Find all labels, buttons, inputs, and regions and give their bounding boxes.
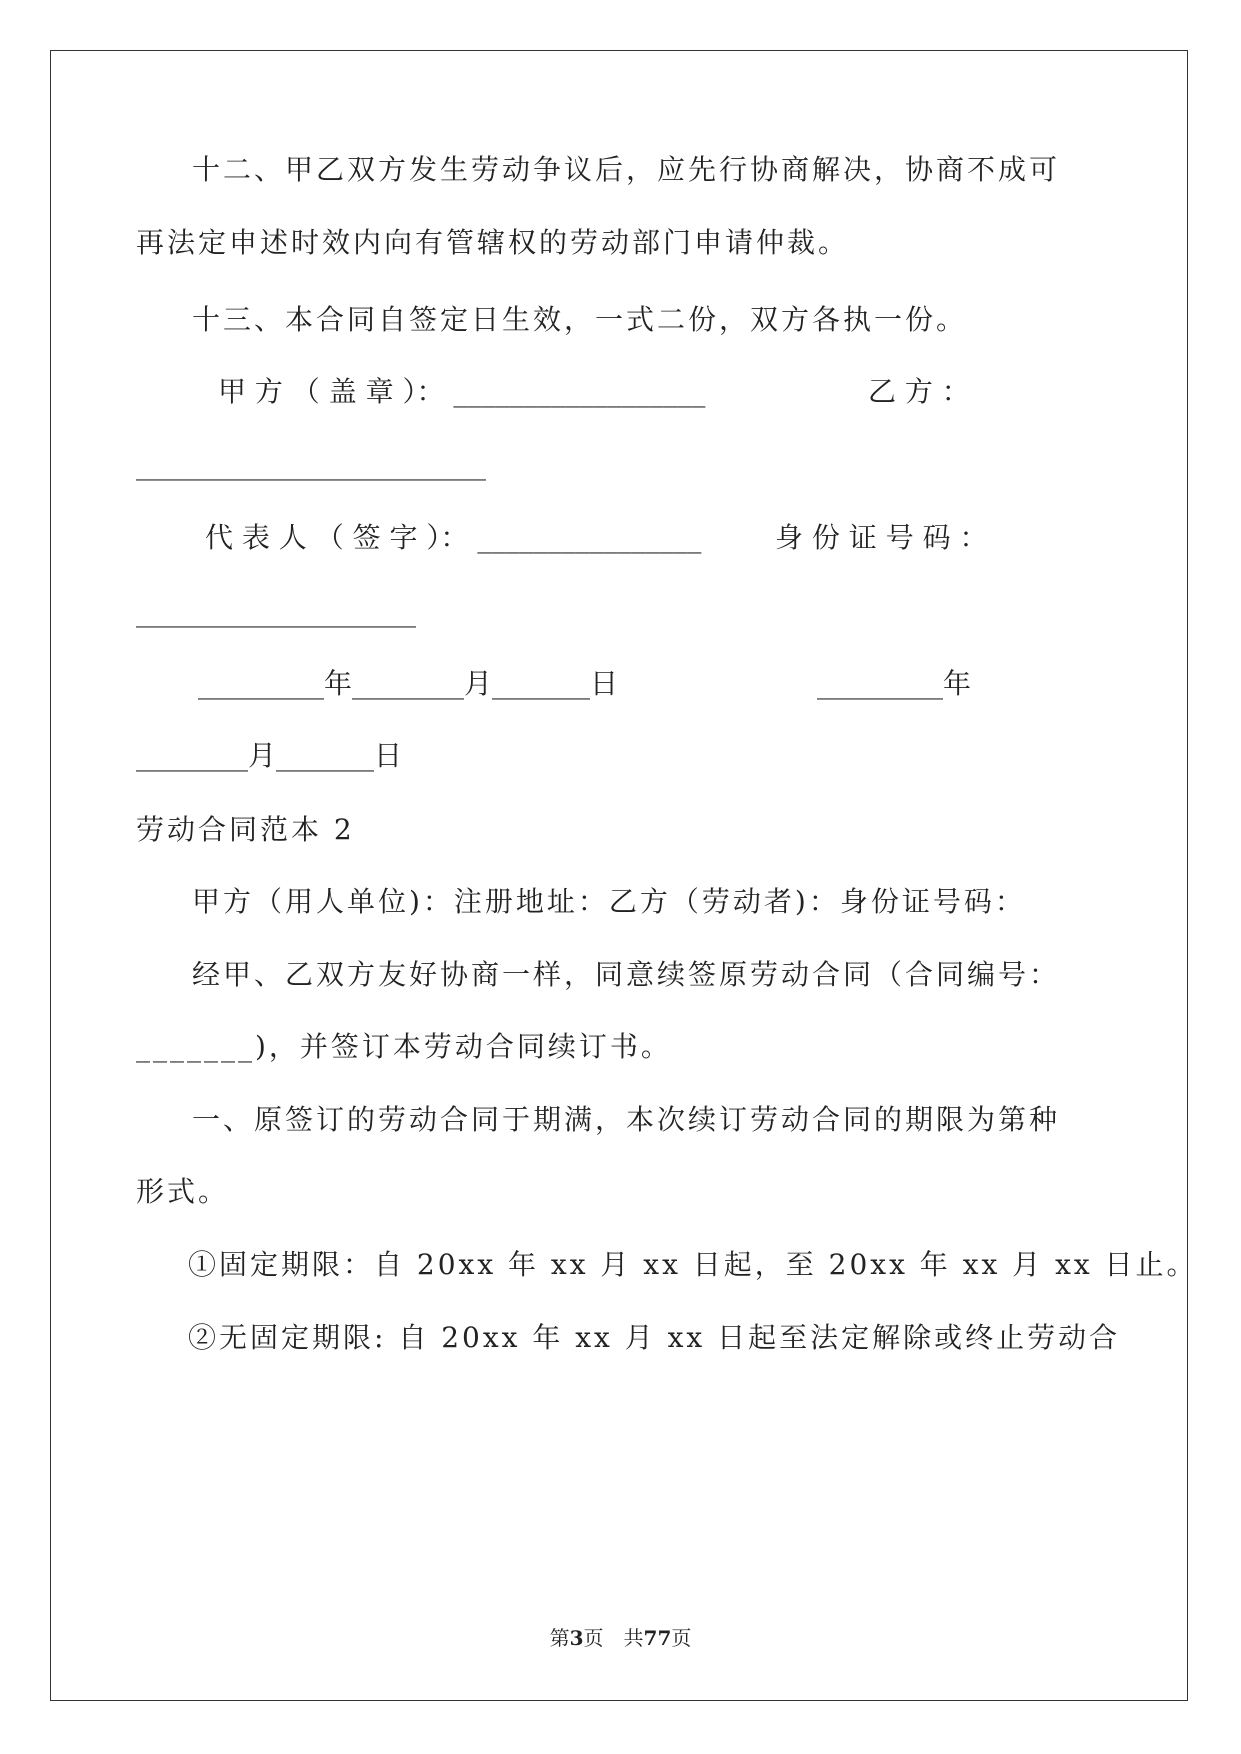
unfixed-term: ②无固定期限: 自 20xx 年 xx 月 xx 日起至法定解除或终止劳动合 — [188, 1321, 1121, 1354]
page-prefix: 第 — [549, 1626, 570, 1650]
page-number: 3 — [569, 1626, 584, 1650]
section-2-parties: 甲方（用人单位)：注册地址：乙方（劳动者)：身份证号码： — [192, 885, 1026, 918]
date-left: _________年________月_______日 — [198, 667, 619, 700]
clause-12-line-1: 十二、甲乙双方发生劳动争议后，应先行协商解决，协商不成可 — [192, 153, 1061, 186]
term-line-2: 形式。 — [136, 1175, 230, 1208]
id-number-label: 身 份 证 号 码 ： — [775, 521, 988, 554]
page-mid: 页 共 — [583, 1626, 644, 1650]
clause-12-line-2: 再法定申述时效内向有管辖权的劳动部门申请仲裁。 — [136, 226, 850, 259]
page-footer — [0, 1622, 1241, 1651]
section-2-title: 劳动合同范本 2 — [136, 813, 355, 846]
party-b-label: 乙 方 ： — [868, 375, 970, 408]
party-a-label: 甲 方 （ 盖 章 ）： — [218, 375, 445, 408]
date-right-continued: ________月_______日 — [136, 739, 403, 772]
renewal-line-2: _______)，并签订本劳动合同续订书。 — [136, 1030, 672, 1063]
renewal-line-1: 经甲、乙双方友好协商一样，同意续签原劳动合同（合同编号： — [192, 958, 1061, 991]
date-right-year: _________年 — [817, 667, 972, 700]
fixed-term: ①固定期限：自 20xx 年 xx 月 xx 日起，至 20xx 年 xx 月 xx 日止。 — [188, 1248, 1198, 1281]
representative-label: 代 表 人 （ 签 字 ）： — [205, 521, 469, 554]
page-suffix: 页 — [671, 1626, 692, 1650]
representative-row — [205, 518, 701, 558]
term-line-1: 一、原签订的劳动合同于期满，本次续订劳动合同的期限为第种 — [192, 1103, 1061, 1136]
party-a-row — [218, 372, 705, 412]
page-border — [50, 50, 1188, 1701]
party-a-signature-blank: __________________ — [453, 375, 706, 408]
page-total: 77 — [643, 1626, 672, 1650]
party-b-signature-blank: _________________________ — [136, 448, 486, 481]
representative-signature-blank: ________________ — [477, 521, 702, 554]
clause-13: 十三、本合同自签定日生效，一式二份，双方各执一份。 — [192, 303, 968, 336]
id-number-blank: ____________________ — [136, 595, 416, 628]
